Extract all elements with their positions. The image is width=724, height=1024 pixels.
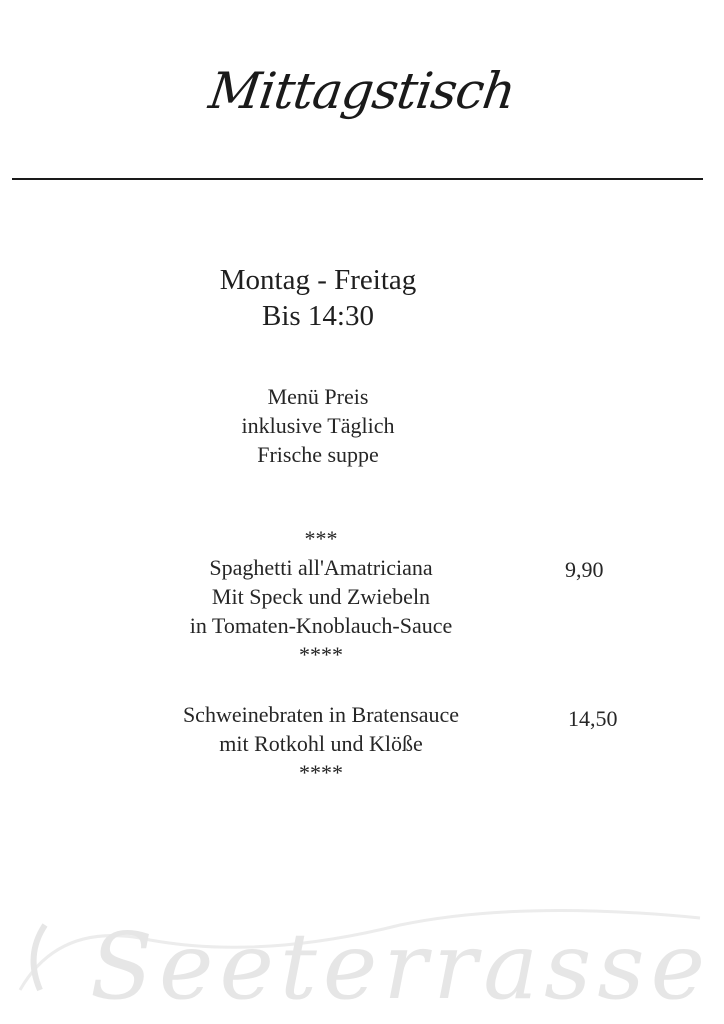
dish-1-price: 9,90 (565, 557, 604, 582)
dish-1-separator-top: *** (304, 526, 338, 551)
menu-info (120, 382, 516, 469)
opening-hours (120, 262, 516, 334)
dish-1-line-1: Spaghetti all'Amatriciana (209, 555, 433, 580)
seeterrasse-watermark-logo (0, 880, 724, 1024)
dish-2-separator-bottom: **** (299, 760, 343, 785)
dish-1 (120, 524, 522, 669)
info-line-3: Frische suppe (257, 442, 379, 467)
watermark-text: Seeterrasse (90, 913, 712, 1020)
dish-2 (120, 700, 522, 787)
watermark-left-flourish (34, 925, 45, 990)
info-line-2: inklusive Täglich (241, 413, 395, 438)
opening-until: Bis 14:30 (262, 300, 374, 332)
menu-title: Mittagstisch (205, 62, 519, 120)
dish-2-line-1: Schweinebraten in Bratensauce (182, 702, 460, 727)
dish-1-separator-bottom: **** (299, 642, 343, 667)
opening-days: Montag - Freitag (219, 264, 417, 296)
dish-2-line-2: mit Rotkohl und Klöße (219, 731, 423, 756)
dish-2-price: 14,50 (568, 706, 618, 731)
dish-1-line-2: Mit Speck und Zwiebeln (211, 584, 431, 609)
dish-1-line-3: in Tomaten-Knoblauch-Sauce (189, 613, 453, 638)
title-divider (12, 178, 703, 180)
info-line-1: Menü Preis (267, 384, 369, 409)
